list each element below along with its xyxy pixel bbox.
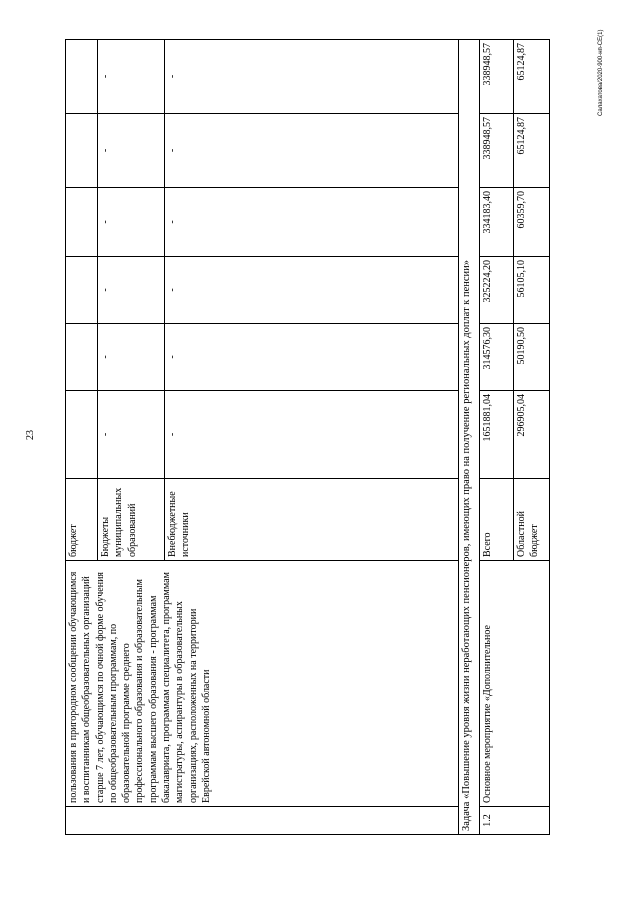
- value-cell: 60359,70: [513, 188, 549, 257]
- table-row: [479, 40, 513, 835]
- value-cell: 56105,10: [513, 257, 549, 324]
- budget-table: [65, 39, 550, 835]
- value-cell: 338948,57: [479, 40, 513, 114]
- value-cell: 65124,87: [513, 114, 549, 188]
- value-cell: -: [164, 114, 459, 188]
- value-cell: -: [98, 324, 164, 391]
- value-cell: -: [98, 114, 164, 188]
- value-cell: -: [98, 40, 164, 114]
- value-cell: [66, 114, 98, 188]
- budget-table-rotated: [65, 40, 550, 835]
- value-cell: [66, 188, 98, 257]
- funding-source-cell: Всего: [479, 479, 513, 561]
- funding-source-cell: Бюджеты муниципальных образований: [98, 479, 164, 561]
- value-cell: 65124,87: [513, 40, 549, 114]
- value-cell: 296905,04: [513, 391, 549, 479]
- row-number-cell: 1.2: [479, 807, 549, 835]
- value-cell: -: [164, 188, 459, 257]
- value-cell: -: [164, 391, 459, 479]
- funding-source-cell: Областной бюджет: [513, 479, 549, 561]
- activity-text-cell: Основное мероприятие «Дополнительное: [479, 561, 549, 807]
- value-cell: -: [164, 257, 459, 324]
- table-row: [66, 40, 98, 835]
- value-cell: -: [164, 40, 459, 114]
- funding-source-cell: Внебюджетные источники: [164, 479, 459, 561]
- value-cell: [66, 391, 98, 479]
- value-cell: -: [98, 391, 164, 479]
- value-cell: [66, 40, 98, 114]
- value-cell: 334183,40: [479, 188, 513, 257]
- document-stamp: Салахатова/2020-900-нп-СЕ(1): [598, 29, 604, 116]
- value-cell: 1651881,04: [479, 391, 513, 479]
- value-cell: 338948,57: [479, 114, 513, 188]
- value-cell: 50190,50: [513, 324, 549, 391]
- task-row: [459, 40, 479, 835]
- funding-source-cell: бюджет: [66, 479, 98, 561]
- value-cell: 314576,30: [479, 324, 513, 391]
- task-title: Задача «Повышение уровня жизни неработающих пенсионеров, имеющих право на получение региональных доплат к пенсии»: [459, 40, 479, 835]
- page-number: 23: [25, 430, 36, 440]
- value-cell: [66, 324, 98, 391]
- value-cell: [66, 257, 98, 324]
- value-cell: -: [98, 188, 164, 257]
- activity-text-cell: пользования в пригородном сообщении обучающимся и воспитанникам общеобразовательных организаций старше 7 лет, обучающимся по очной форме обучения по общеобразовательным программам, по образовательной программе среднего профессионального образования и образовательным программам высшего образования - программам бакалавриата, программам специалитета, программам магистратуры, аспирантуры в образовательных организациях, расположенных на территории Еврейской автономной области: [66, 561, 459, 807]
- value-cell: 325224,20: [479, 257, 513, 324]
- value-cell: -: [98, 257, 164, 324]
- row-number-cell: [66, 807, 459, 835]
- value-cell: -: [164, 324, 459, 391]
